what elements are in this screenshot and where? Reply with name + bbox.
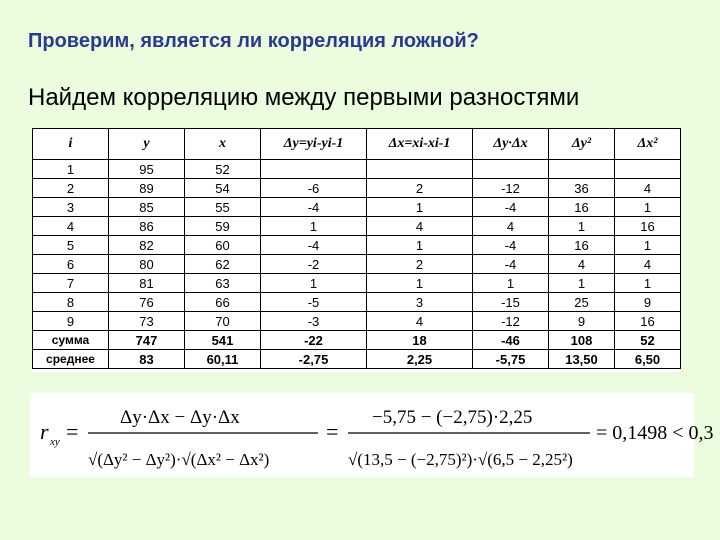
- formula-num2: −5,75 − (−2,75)·2,25: [372, 407, 533, 428]
- table-cell: 2: [33, 179, 109, 198]
- table-cell: -4: [473, 236, 549, 255]
- table-cell: 16: [615, 312, 681, 331]
- table-header-cell: y: [109, 129, 185, 160]
- table-cell: 55: [185, 198, 261, 217]
- table-cell: 2,25: [367, 350, 473, 369]
- table-cell: -12: [473, 179, 549, 198]
- table-sum-row: [33, 331, 681, 350]
- table-cell: 16: [549, 198, 615, 217]
- table-cell: 82: [109, 236, 185, 255]
- table-header-cell: x: [185, 129, 261, 160]
- table-cell: [261, 160, 367, 179]
- table-cell: 9: [615, 293, 681, 312]
- table-cell: 83: [109, 350, 185, 369]
- table-cell: 1: [33, 160, 109, 179]
- table-row: [33, 198, 681, 217]
- table-cell: -6: [261, 179, 367, 198]
- table-row: [33, 217, 681, 236]
- formula-fraction-1: [88, 407, 318, 469]
- table-header-cell: Δx=xi-xi-1: [367, 129, 473, 160]
- table-cell: 3: [33, 198, 109, 217]
- table-cell: -5: [261, 293, 367, 312]
- slide-title: Проверим, является ли корреляция ложной?: [28, 30, 479, 52]
- data-table: [32, 128, 681, 369]
- table-cell: -4: [473, 198, 549, 217]
- table-cell: [549, 160, 615, 179]
- formula-den2: √(13,5 − (−2,75)²)·√(6,5 − 2,25²): [348, 450, 573, 469]
- table-cell: 4: [367, 312, 473, 331]
- table-cell: 18: [367, 331, 473, 350]
- table-cell: 95: [109, 160, 185, 179]
- table-cell: 2: [367, 255, 473, 274]
- table-cell: -2,75: [261, 350, 367, 369]
- table-cell: 25: [549, 293, 615, 312]
- formula-container: [30, 393, 714, 477]
- table-cell: 60,11: [185, 350, 261, 369]
- table-cell: 9: [33, 312, 109, 331]
- table-header-row: [33, 129, 681, 160]
- table-cell: -46: [473, 331, 549, 350]
- table-cell: 3: [367, 293, 473, 312]
- table-cell: 7: [33, 274, 109, 293]
- table-cell: 86: [109, 217, 185, 236]
- table-row: [33, 179, 681, 198]
- table-cell: [615, 160, 681, 179]
- table-cell: 80: [109, 255, 185, 274]
- table-cell: 81: [109, 274, 185, 293]
- table-cell: 6: [33, 255, 109, 274]
- table-row: [33, 293, 681, 312]
- table-cell: среднее: [33, 350, 109, 369]
- table-cell: 1: [367, 274, 473, 293]
- table-cell: 60: [185, 236, 261, 255]
- table-cell: 52: [185, 160, 261, 179]
- table-cell: 8: [33, 293, 109, 312]
- table-cell: -4: [261, 236, 367, 255]
- table-header-cell: Δy·Δx: [473, 129, 549, 160]
- table-cell: 5: [33, 236, 109, 255]
- table-header-cell: i: [33, 129, 109, 160]
- table-row: [33, 274, 681, 293]
- formula-lhs-sub: xy: [50, 436, 60, 448]
- table-row: [33, 255, 681, 274]
- table-cell: 6,50: [615, 350, 681, 369]
- formula-den1: √(Δy² − Δy²)·√(Δx² − Δx²): [88, 450, 270, 469]
- table-cell: 1: [615, 198, 681, 217]
- table-cell: 66: [185, 293, 261, 312]
- table-cell: 63: [185, 274, 261, 293]
- table-cell: -4: [261, 198, 367, 217]
- table-cell: 73: [109, 312, 185, 331]
- table-cell: 13,50: [549, 350, 615, 369]
- formula-num1: Δy·Δx − Δy·Δx: [120, 407, 240, 428]
- table-cell: -15: [473, 293, 549, 312]
- formula-eq2: =: [326, 419, 339, 444]
- table-cell: 4: [473, 217, 549, 236]
- table-row: [33, 160, 681, 179]
- table-header-cell: Δy=yi-yi-1: [261, 129, 367, 160]
- table-cell: 1: [549, 274, 615, 293]
- table-cell: 16: [549, 236, 615, 255]
- table-cell: сумма: [33, 331, 109, 350]
- table-cell: 62: [185, 255, 261, 274]
- table-cell: -22: [261, 331, 367, 350]
- table-cell: 16: [615, 217, 681, 236]
- table-cell: 1: [261, 274, 367, 293]
- table-cell: 1: [367, 198, 473, 217]
- table-mean-row: [33, 350, 681, 369]
- table-cell: 36: [549, 179, 615, 198]
- table-cell: 70: [185, 312, 261, 331]
- slide-subtitle: Найдем корреляцию между первыми разностями: [28, 84, 580, 111]
- table-cell: 1: [261, 217, 367, 236]
- table-cell: 52: [615, 331, 681, 350]
- table-header-cell: Δx²: [615, 129, 681, 160]
- formula: [30, 393, 714, 477]
- table-cell: -5,75: [473, 350, 549, 369]
- table-cell: 89: [109, 179, 185, 198]
- table-cell: 1: [549, 217, 615, 236]
- table-cell: -3: [261, 312, 367, 331]
- table-cell: 4: [367, 217, 473, 236]
- table-cell: -4: [473, 255, 549, 274]
- data-table-container: [32, 128, 680, 372]
- table-cell: -12: [473, 312, 549, 331]
- table-cell: 54: [185, 179, 261, 198]
- table-cell: 76: [109, 293, 185, 312]
- table-cell: [473, 160, 549, 179]
- table-cell: -2: [261, 255, 367, 274]
- formula-fraction-2: [348, 407, 590, 469]
- table-row: [33, 312, 681, 331]
- table-cell: 85: [109, 198, 185, 217]
- table-cell: 541: [185, 331, 261, 350]
- formula-eq1: =: [66, 419, 79, 444]
- table-header-cell: Δy²: [549, 129, 615, 160]
- table-row: [33, 236, 681, 255]
- formula-lhs: r: [40, 419, 49, 444]
- table-cell: 4: [615, 179, 681, 198]
- table-cell: 1: [615, 236, 681, 255]
- table-cell: 747: [109, 331, 185, 350]
- table-cell: 1: [367, 236, 473, 255]
- table-cell: 1: [615, 274, 681, 293]
- table-cell: 59: [185, 217, 261, 236]
- table-cell: [367, 160, 473, 179]
- table-cell: 4: [33, 217, 109, 236]
- formula-result: = 0,1498 < 0,3: [596, 422, 714, 444]
- table-cell: 9: [549, 312, 615, 331]
- table-cell: 4: [615, 255, 681, 274]
- table-cell: 4: [549, 255, 615, 274]
- table-cell: 2: [367, 179, 473, 198]
- table-cell: 108: [549, 331, 615, 350]
- table-cell: 1: [473, 274, 549, 293]
